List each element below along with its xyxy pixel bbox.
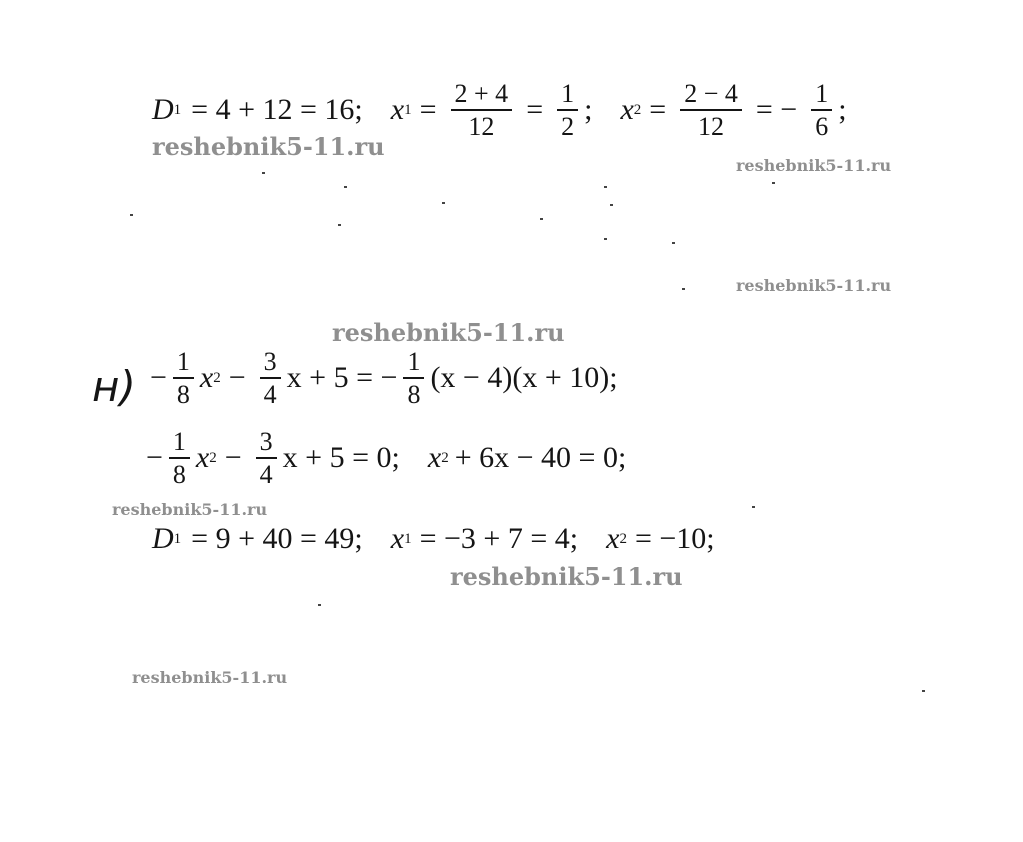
x1-label: x — [390, 522, 405, 555]
fraction-one-eighth — [173, 348, 194, 409]
equation-line-n2 — [146, 428, 626, 489]
expression-rest: x + 5 = − — [286, 361, 398, 395]
scan-speck — [682, 288, 685, 290]
minus-sign: − — [224, 441, 242, 475]
quadratic-rest: + 6x − 40 = 0; — [454, 441, 627, 475]
equals-minus: = − — [755, 93, 798, 127]
scan-speck — [262, 172, 265, 174]
fraction-denominator: 4 — [263, 380, 277, 410]
x2-subscript: 2 — [633, 101, 642, 118]
fraction-numerator: 3 — [256, 428, 277, 459]
x1-subscript: 1 — [404, 101, 412, 118]
scan-speck — [318, 604, 321, 606]
scan-speck — [772, 182, 775, 184]
fraction-numerator: 1 — [403, 348, 424, 379]
fraction-numerator: 1 — [557, 80, 578, 111]
d-expression: = 9 + 40 = 49; — [191, 522, 363, 555]
scan-speck — [610, 204, 613, 206]
scan-speck — [442, 202, 445, 204]
x2-label: x — [606, 522, 620, 555]
watermark: reshebnik5-11.ru — [736, 156, 892, 175]
fraction-denominator: 12 — [698, 112, 725, 142]
equals-sign: = — [526, 93, 544, 127]
watermark: reshebnik5-11.ru — [152, 132, 385, 161]
equals-sign: = — [649, 93, 667, 127]
scan-speck — [672, 242, 675, 244]
minus-sign: − — [150, 361, 167, 395]
separator: ; — [584, 93, 593, 127]
scan-speck — [338, 224, 341, 226]
exponent: 2 — [209, 449, 217, 466]
x2-subscript: 2 — [619, 530, 627, 547]
exponent: 2 — [441, 449, 449, 466]
d-label: D — [152, 522, 174, 555]
d-subscript: 1 — [173, 530, 182, 547]
fraction-one-eighth — [169, 428, 190, 489]
x1-label: x — [390, 93, 405, 127]
end-semicolon: ; — [838, 93, 847, 127]
scan-speck — [752, 506, 755, 508]
fraction-numerator: 1 — [169, 428, 190, 459]
fraction-three-quarters — [256, 428, 277, 489]
fraction-three-quarters — [260, 348, 281, 409]
scan-speck — [540, 218, 543, 220]
scan-speck — [922, 690, 925, 692]
expression-rest: x + 5 = 0; — [282, 441, 400, 475]
watermark: reshebnik5-11.ru — [450, 562, 683, 591]
d-subscript: 1 — [173, 101, 182, 118]
equation-line-n3 — [152, 522, 715, 556]
x-variable: x — [195, 441, 210, 475]
scan-speck — [604, 238, 607, 240]
fraction-denominator: 12 — [468, 112, 495, 142]
fraction-denominator: 8 — [176, 380, 190, 410]
fraction-numerator: 2 − 4 — [680, 80, 742, 111]
fraction-denominator: 2 — [561, 112, 575, 142]
equation-line-n1 — [150, 348, 618, 409]
x2-fraction — [680, 80, 742, 141]
fraction-denominator: 4 — [259, 460, 273, 490]
fraction-numerator: 1 — [811, 80, 832, 111]
minus-sign: − — [146, 441, 163, 475]
d-expression: = 4 + 12 = 16; — [191, 93, 363, 127]
problem-label: н) — [92, 362, 136, 411]
x2-result-fraction — [811, 80, 832, 141]
x1-expression: = −3 + 7 = 4; — [419, 522, 579, 555]
watermark: reshebnik5-11.ru — [112, 500, 268, 519]
watermark: reshebnik5-11.ru — [332, 318, 565, 347]
exponent: 2 — [213, 369, 221, 386]
x2-label: x — [620, 93, 634, 127]
watermark: reshebnik5-11.ru — [736, 276, 892, 295]
watermark: reshebnik5-11.ru — [132, 668, 288, 687]
fraction-denominator: 6 — [815, 112, 829, 142]
x1-fraction — [451, 80, 513, 141]
fraction-one-eighth-right — [403, 348, 424, 409]
fraction-numerator: 1 — [173, 348, 194, 379]
scan-speck — [130, 214, 133, 216]
fraction-denominator: 8 — [172, 460, 186, 490]
equals-sign: = — [419, 93, 437, 127]
x-variable: x — [427, 441, 442, 475]
x2-expression: = −10; — [634, 522, 715, 555]
x1-subscript: 1 — [404, 530, 412, 547]
fraction-numerator: 3 — [260, 348, 281, 379]
d-label: D — [152, 93, 174, 127]
scan-speck — [604, 186, 607, 188]
minus-sign: − — [228, 361, 246, 395]
fraction-denominator: 8 — [407, 380, 421, 410]
scan-speck — [344, 186, 347, 188]
x-variable: x — [199, 361, 214, 395]
factored-tail: (x − 4)(x + 10); — [430, 361, 618, 395]
x1-result-fraction — [557, 80, 578, 141]
fraction-numerator: 2 + 4 — [451, 80, 513, 111]
